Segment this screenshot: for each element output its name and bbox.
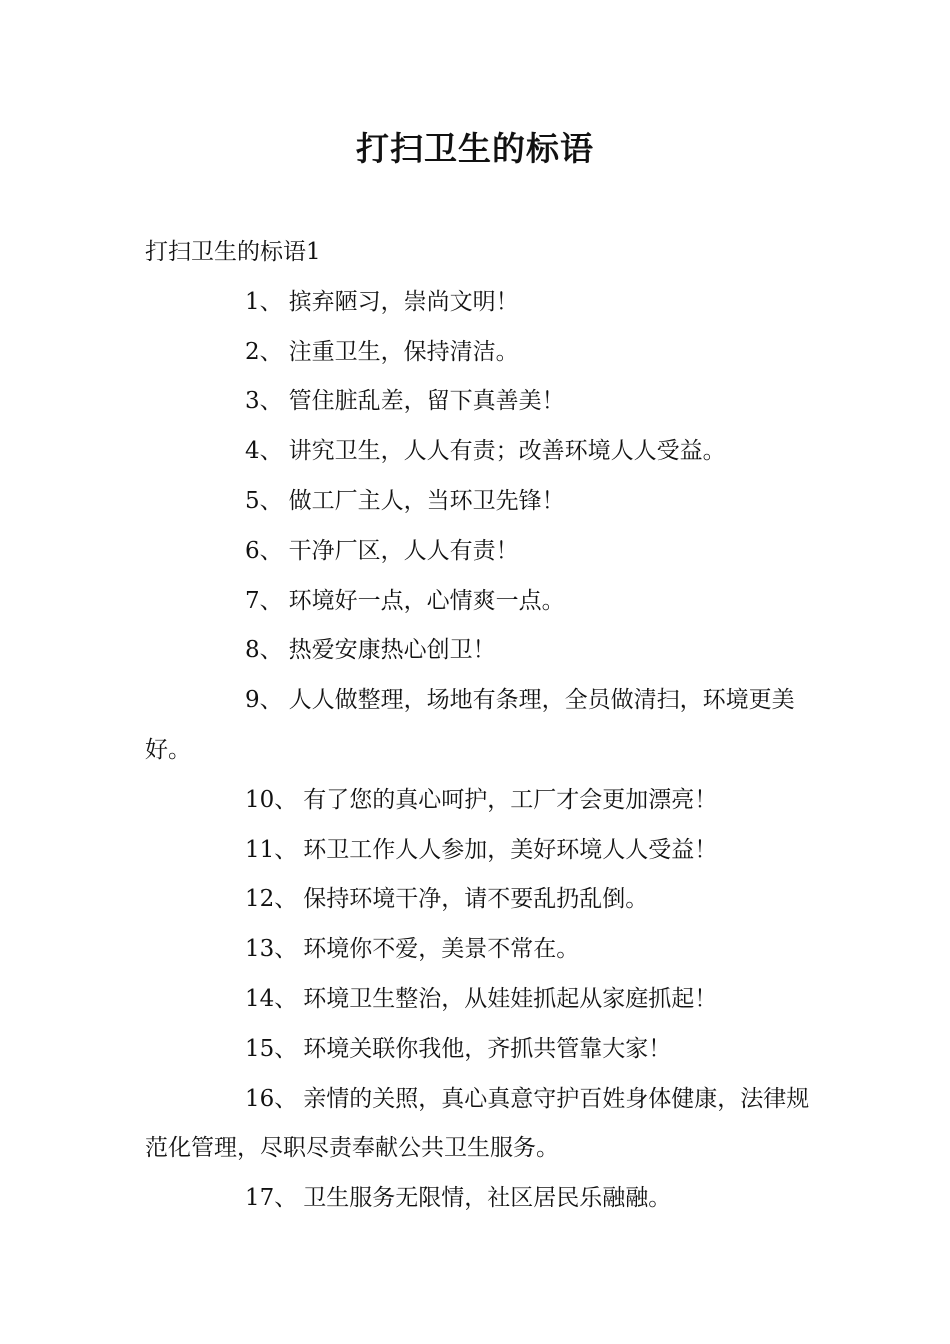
item-number: 15、 — [245, 1035, 298, 1062]
item-number: 1、 — [245, 288, 283, 315]
slogan-item — [145, 1025, 813, 1075]
item-text: 做工厂主人，当环卫先锋！ — [288, 487, 565, 514]
item-number: 7、 — [245, 587, 283, 614]
slogan-item — [145, 477, 813, 527]
item-text: 环卫工作人人参加，美好环境人人受益！ — [303, 836, 718, 863]
slogan-item — [145, 1075, 813, 1175]
item-number: 2、 — [245, 338, 283, 365]
slogan-item — [145, 676, 813, 776]
item-text: 环境你不爱，美景不常在。 — [303, 936, 580, 963]
item-number: 16、 — [245, 1085, 298, 1112]
slogan-item — [145, 975, 813, 1025]
slogan-item — [145, 328, 813, 378]
item-text: 管住脏乱差，留下真善美！ — [288, 388, 565, 415]
item-text: 人人做整理，场地有条理，全员做清扫，环境更美好。 — [145, 687, 795, 763]
slogan-item — [145, 875, 813, 925]
item-number: 12、 — [245, 886, 298, 913]
slogan-item — [145, 1174, 813, 1224]
item-number: 14、 — [245, 985, 298, 1012]
slogan-item — [145, 377, 813, 427]
slogan-item — [145, 776, 813, 826]
slogan-item — [145, 527, 813, 577]
item-number: 4、 — [245, 438, 283, 465]
item-number: 13、 — [245, 936, 298, 963]
item-text: 环境卫生整治，从娃娃抓起从家庭抓起！ — [303, 985, 718, 1012]
item-text: 环境好一点，心情爽一点。 — [288, 587, 565, 614]
item-number: 9、 — [245, 687, 283, 714]
slogan-item — [145, 826, 813, 876]
slogan-item — [145, 278, 813, 328]
item-text: 干净厂区，人人有责！ — [288, 537, 519, 564]
slogan-item — [145, 925, 813, 975]
item-text: 保持环境干净，请不要乱扔乱倒。 — [303, 886, 649, 913]
item-text: 环境关联你我他，齐抓共管靠大家！ — [303, 1035, 672, 1062]
item-text: 注重卫生，保持清洁。 — [288, 338, 519, 365]
item-number: 5、 — [245, 487, 283, 514]
item-number: 10、 — [245, 786, 298, 813]
document-body — [145, 228, 813, 1224]
slogan-item — [145, 577, 813, 627]
item-text: 有了您的真心呵护，工厂才会更加漂亮！ — [303, 786, 718, 813]
item-text: 热爱安康热心创卫！ — [288, 637, 496, 664]
item-number: 3、 — [245, 388, 283, 415]
item-text: 讲究卫生，人人有责；改善环境人人受益。 — [288, 438, 726, 465]
document-title: 打扫卫生的标语 — [356, 129, 594, 168]
item-text: 卫生服务无限情，社区居民乐融融。 — [303, 1185, 672, 1212]
item-number: 8、 — [245, 637, 283, 664]
slogan-item — [145, 427, 813, 477]
slogan-item — [145, 626, 813, 676]
item-number: 17、 — [245, 1185, 298, 1212]
item-number: 6、 — [245, 537, 283, 564]
item-text: 亲情的关照，真心真意守护百姓身体健康，法律规范化管理，尽职尽责奉献公共卫生服务。 — [145, 1085, 810, 1162]
item-number: 11、 — [245, 836, 298, 863]
section-heading: 打扫卫生的标语1 — [145, 239, 321, 265]
item-text: 摈弃陋习，崇尚文明！ — [288, 288, 519, 315]
